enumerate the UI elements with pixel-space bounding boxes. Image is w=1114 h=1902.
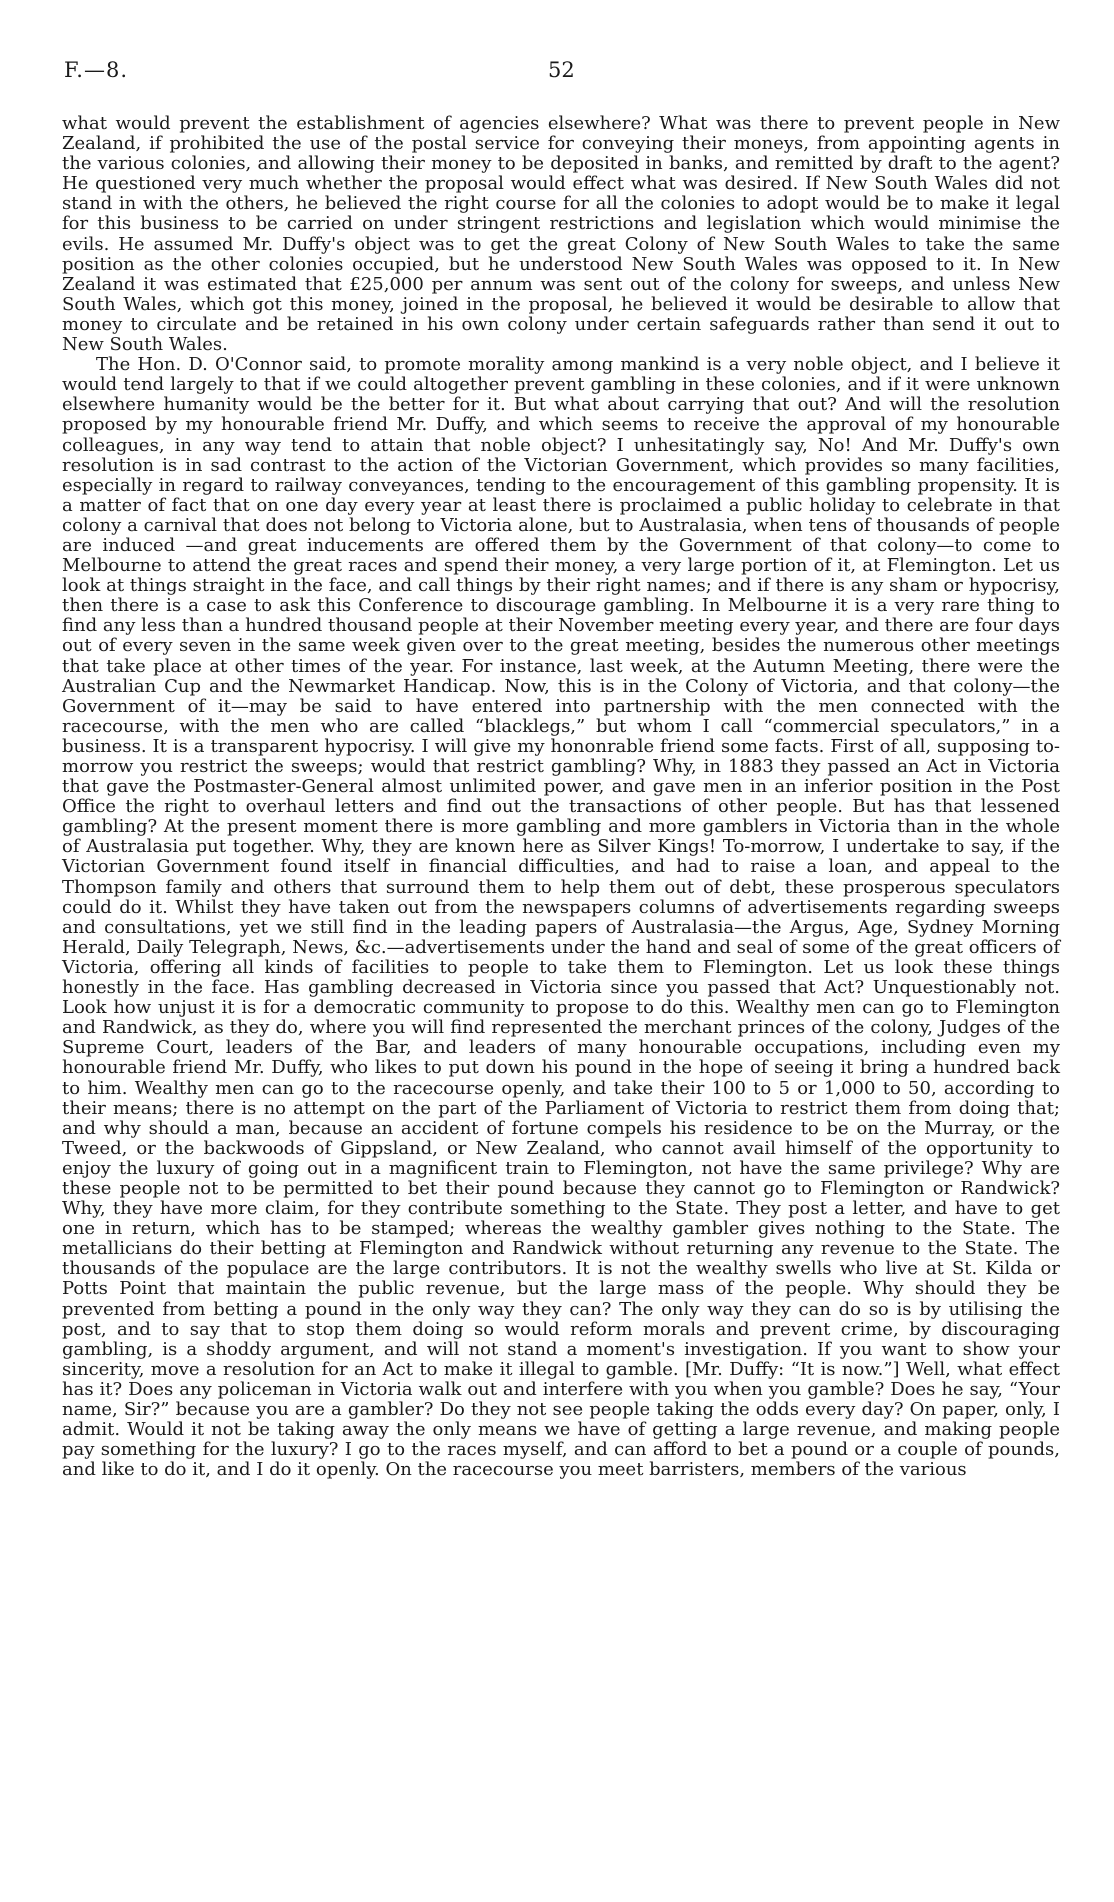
- paragraph-continuation: what would prevent the establishment of agencies elsewhere? What was there to prevent people in New Zealand, if prohibited the use of the postal service for conveying their moneys, from appointing agents in the various colonies, and allowing their money to be deposited in banks, and remitted by draft to the agent? He questioned very much whether the proposal would effect what was desired. If New South Wales did not stand in with the others, he believed the right course for all the colonies to adopt would be to make it legal for this business to be carried on under stringent restrictions and legislation which would minimise the evils. He assumed Mr. Duffy's object was to get the great Colony of New South Wales to take the same position as the other colonies occupied, but he understood New South Wales was opposed to it. In New Zealand it was estimated that £25,000 per annum was sent out of the colony for sweeps, and unless New South Wales, which got this money, joined in the proposal, he believed it would be desirable to allow that money to circulate and be retained in his own colony under certain safeguards rather than send it out to New South Wales.: [62, 113, 1060, 356]
- page-number: 52: [548, 58, 575, 82]
- document-reference: F.—8.: [64, 58, 129, 82]
- document-page: [62, 58, 1060, 1480]
- paragraph-oconnor-speech: The Hon. D. O'Connor said, to promote morality among mankind is a very noble object, and I believe it would tend largely to that if we could altogether prevent gambling in these colonies, and if it were unknown elsewhere humanity would be the better for it. But what about carrying that out? And will the resolution proposed by my honourable friend Mr. Duffy, and which seems to receive the approval of my honourable colleagues, in any way tend to attain that noble object? I unhesitatingly say, No! And Mr. Duffy's own resolution is in sad contrast to the action of the Victorian Government, which provides so many facilities, especially in regard to railway conveyances, tending to the encouragement of this gambling propensity. It is a matter of fact that on one day every year at least there is proclaimed a public holiday to celebrate in that colony a carnival that does not belong to Victoria alone, but to Australasia, when tens of thousands of people are induced —and great inducements are offered them by the Government of that colony—to come to Melbourne to attend the great races and spend their money, a very large portion of it, at Flemington. Let us look at things straight in the face, and call things by their right names; and if there is any sham or hypocrisy, then there is a case to ask this Conference to discourage gambling. In Melbourne it is a very rare thing to find any less than a hundred thousand people at their November meeting every year, and there are four days out of every seven in the same week given over to the great meeting, besides the numerous other meetings that take place at other times of the year. For instance, last week, at the Autumn Meeting, there were the Australian Cup and the Newmarket Handicap. Now, this is in the Colony of Victoria, and that colony—the Government of it—may be said to have entered into partnership with the men connected with the racecourse, with the men who are called “blacklegs,” but whom I call “commercial speculators,” in a business. It is a transparent hypocrisy. I will give my hononrable friend some facts. First of all, supposing to-morrow you restrict the sweeps; would that restrict gambling? Why, in 1883 they passed an Act in Victoria that gave the Postmaster-General almost unlimited power, and gave men in an inferior position in the Post Office the right to overhaul letters and find out the transactions of other people. But has that lessened gambling? At the present moment there is more gambling and more gamblers in Victoria than in the whole of Australasia put together. Why, they are known here as Silver Kings! To-morrow, I undertake to say, if the Victorian Government found itself in financial difficulties, and had to raise a loan, and appeal to the Thompson family and others that surround them to help them out of debt, these prosperous speculators could do it. Whilst they have taken out from the newspapers columns of advertisements regarding sweeps and consultations, yet we still find in the leading papers of Australasia—the Argus, Age, Sydney Morning Herald, Daily Telegraph, News, &c.—advertisements under the hand and seal of some of the great officers of Victoria, offering all kinds of facilities to people to take them to Flemington. Let us look these things honestly in the face. Has gambling decreased in Victoria since you passed that Act? Unquestionably not. Look how unjust it is for a democratic community to propose to do this. Wealthy men can go to Flemington and Randwick, as they do, where you will find represented the merchant princes of the colony, Judges of the Supreme Court, leaders of the Bar, and leaders of many honourable occupations, including even my honourable friend Mr. Duffy, who likes to put down his pound in the hope of seeing it bring a hundred back to him. Wealthy men can go to the racecourse openly, and take their 100 to 5 or 1,000 to 50, according to their means; there is no attempt on the part of the Parliament of Victoria to restrict them from doing that; and why should a man, because an accident of fortune compels his residence to be on the Murray, or the Tweed, or the backwoods of Gippsland, or New Zealand, who cannot avail himself of the opportunity to enjoy the luxury of going out in a magnificent train to Flemington, not have the same privilege? Why are these people not to be permitted to bet their pound because they cannot go to Flemington or Randwick? Why, they have more claim, for they contribute something to the State. They post a letter, and have to get one in return, which has to be stamped; whereas the wealthy gambler gives nothing to the State. The metallicians do their betting at Flemington and Randwick without returning any revenue to the State. The thousands of the populace are the large contributors. It is not the wealthy swells who live at St. Kilda or Potts Point that maintain the public revenue, but the large mass of the people. Why should they be prevented from betting a pound in the only way they can? The only way they can do so is by utilising the post, and to say that to stop them doing so would reform morals and prevent crime, by discouraging gambling, is a shoddy argument, and will not stand a moment's investigation. If you want to show your sincerity, move a resolution for an Act to make it illegal to gamble. [Mr. Duffy: “It is now.”] Well, what effect has it? Does any policeman in Victoria walk out and interfere with you when you gamble? Does he say, “Your name, Sir?” because you are a gambler? Do they not see people taking the odds every day? On paper, only, I admit. Would it not be taking away the only means we have of getting a large revenue, and making people pay something for the luxury? I go to the races myself, and can afford to bet a pound or a couple of pounds, and like to do it, and I do it openly. On the racecourse you meet barristers, members of the various: [62, 354, 1060, 1481]
- body-text: [62, 114, 1060, 1480]
- page-header: [62, 58, 1060, 88]
